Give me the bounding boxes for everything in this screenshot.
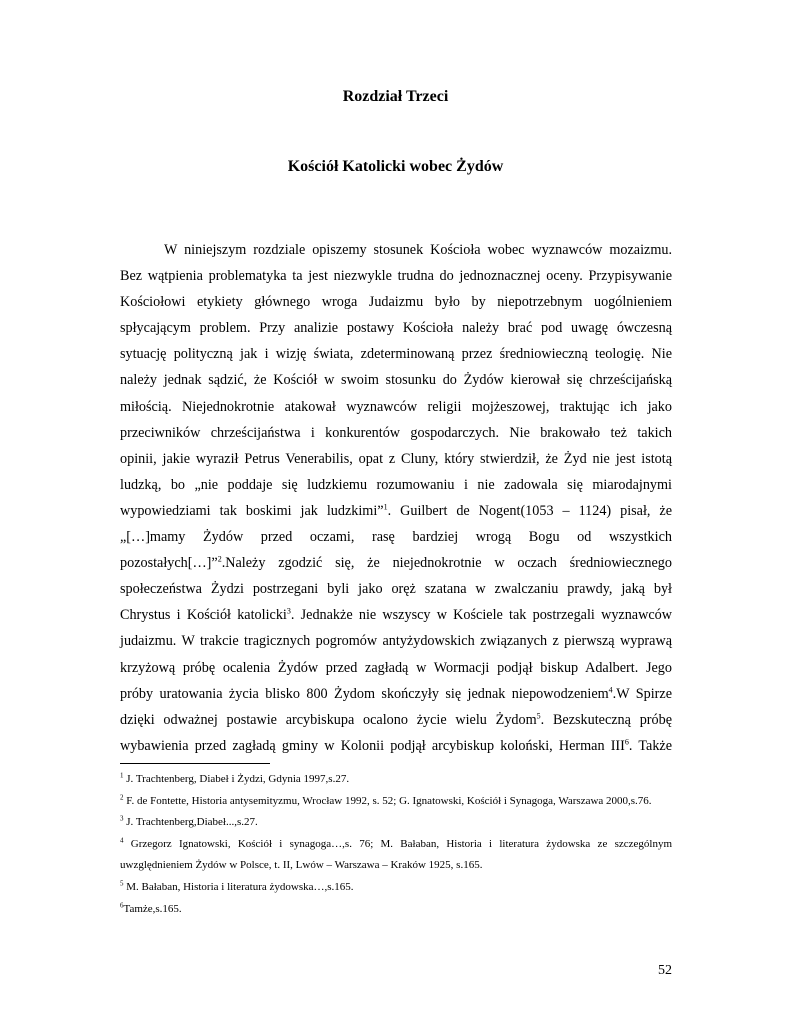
body-text-segment: . Guilbert de Nogent(1053 – 1124) pisał, że [387,502,673,519]
body-text-segment: Chrystus i Kościół katolicki [120,607,287,624]
footnote-ref[interactable]: 6 [624,737,629,747]
footnote [120,877,672,899]
footnotes [120,769,672,920]
footnote-ref[interactable]: 4 [608,684,613,694]
footnote [120,899,672,921]
body-line: miłością. Niejednokrotnie atakował wyznawców religii mojżeszowej, traktując ich jako [120,398,672,415]
footnote-number: 3 [120,814,124,823]
footnote-number: 2 [120,792,124,801]
body-text-segment: próby uratowania życia blisko 800 Żydom skończyły się jednak niepowodzeniem [120,685,609,702]
body-line [120,681,672,707]
footnote-text: Tamże,s.165. [123,902,182,915]
body-text-segment: .Należy zgodzić się, że niejednokrotnie w oczach średniowiecznego [221,555,672,572]
body-text-segment: .W Spirze [612,685,672,702]
footnote-text: F. de Fontette, Historia antysemityzmu, Wrocław 1992, s. 52; G. Ignatowski, Kościół i Synagoga, Warszawa 2000,s.76. [126,794,652,807]
body-line [120,550,672,576]
footnote-ref[interactable]: 5 [536,710,541,720]
footnote [120,834,672,877]
footnote-number: 1 [120,771,124,780]
footnote-text: Grzegorz Ignatowski, Kościół i synagoga…,s. 76; M. Bałaban, Historia i literatura żydowska ze szczególnym uwzględnieniem Żydów w Polsce, t. II, Lwów – Warszawa – Kraków 1925, s.165. [120,837,672,872]
body-line: judaizmu. W trakcie tragicznych pogromów antyżydowskich związanych z pierwszą wyprawą [120,633,672,650]
body-line: społeczeństwa Żydzi postrzegani byli jako oręż szatana w zwalczaniu prawdy, jaką był [120,581,672,598]
body-line [120,707,672,733]
body-line: opinii, jakie wyraził Petrus Venerabilis, opat z Cluny, który stwierdził, że Żyd nie jest istotą [120,450,672,467]
body-line [120,602,672,628]
body-text-segment: . Także [628,737,673,754]
footnote-text: J. Trachtenberg,Diabeł...,s.27. [126,816,258,829]
footnote [120,769,672,791]
body-line: „[…]mamy Żydów przed oczami, rasę bardziej wrogą Bogu od wszystkich [120,529,672,546]
footnote [120,791,672,813]
footnote-text: M. Bałaban, Historia i literatura żydowska…,s.165. [126,880,354,893]
body-text-segment: wybawienia przed zagładą gminy w Kolonii podjął arcybiskup koloński, Herman III [120,737,625,754]
footnote-text: J. Trachtenberg, Diabeł i Żydzi, Gdynia 1997,s.27. [126,773,350,785]
page-number: 52 [658,963,672,978]
body-line: sytuację polityczną jak i wizję świata, zdeterminowaną przez średniowieczną teologię. Nie [120,346,672,363]
body-text-segment: wypowiedziami tak boskimi jak ludzkimi” [120,502,384,519]
section-title: Kościół Katolicki wobec Żydów [287,158,504,175]
footnote-ref[interactable]: 1 [383,502,388,512]
chapter-title: Rozdział Trzeci [342,88,449,105]
footnote-number: 6 [120,900,124,909]
body-line: Kościołowi etykiety głównego wroga Judaizmu było by niepotrzebnym uogólnieniem [120,294,672,311]
body-line: przeciwników chrześcijaństwa i konkurentów gospodarczych. Nie brakowało też takich [120,424,672,441]
footnote [120,812,672,834]
body-line: należy jednak sądzić, że Kościół w swoim stosunku do Żydów kierował się chrześcijańską [120,372,672,389]
body-line: ludzką, bo „nie poddaje się ludzkiemu rozumowaniu i nie zadowala się miarodajnymi [120,476,672,493]
body-text-segment: . Bezskuteczną próbę [540,711,672,728]
body-line [120,498,672,524]
body-line [120,733,672,759]
footnote-number: 5 [120,879,124,888]
body-text-segment: dzięki odważnej postawie arcybiskupa ocalono życie wielu Żydom [120,711,537,728]
body-line: krzyżową próbę ocalenia Żydów przed zagładą w Wormacji podjął biskup Adalbert. Jego [120,659,672,676]
body-line: spłycającym problem. Przy analizie postawy Kościoła należy brać pod uwagę ówczesną [120,320,672,337]
footnote-ref[interactable]: 3 [286,606,291,616]
body-line: Bez wątpienia problematyka ta jest niezwykle trudna do jednoznacznej oceny. Przypisywanie [120,268,672,285]
body-text-segment: . Jednakże nie wszyscy w Kościele tak postrzegali wyznawców [290,607,672,624]
footnote-separator [120,763,270,764]
body-text-segment: pozostałych[…]” [120,555,218,572]
body-line: W niniejszym rozdziale opiszemy stosunek Kościoła wobec wyznawców mozaizmu. [164,242,672,258]
footnote-ref[interactable]: 2 [217,554,222,564]
body-paragraph [120,237,672,759]
footnote-number: 4 [120,836,124,845]
